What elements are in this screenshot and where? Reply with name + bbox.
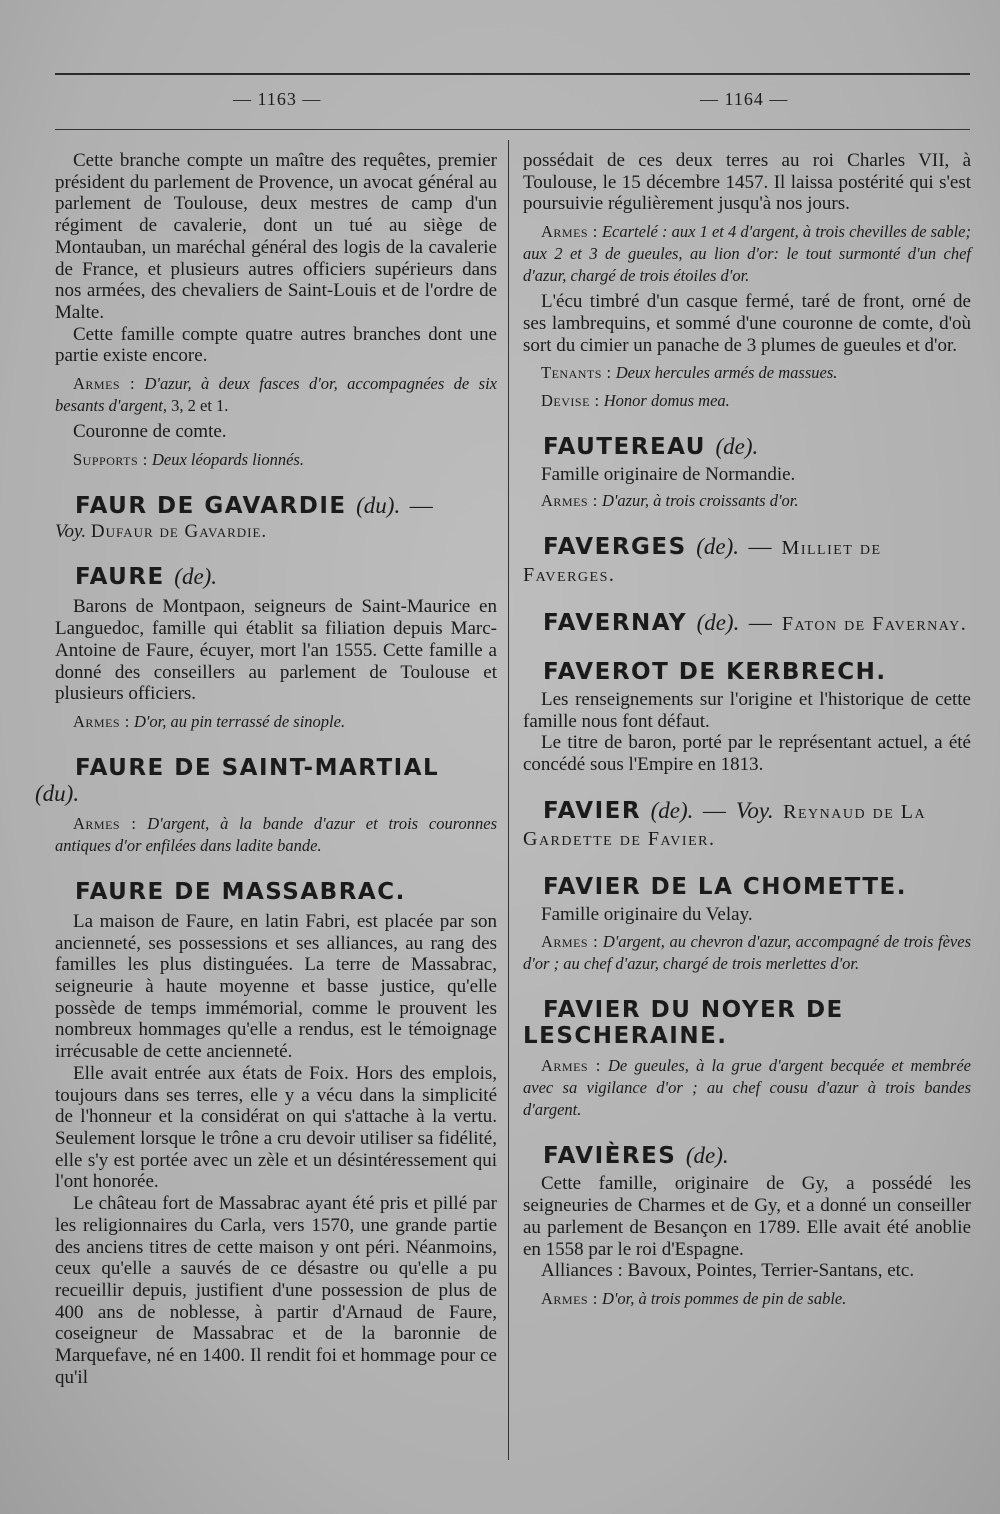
entry-heading-favier: FAVIER (de). — Voy. Reynaud de La Gardette de Favier. [523,797,927,850]
right-page-number: — 1164 — [700,89,789,109]
arms-entry [55,373,497,417]
entry-heading-faure: FAURE (de). [75,564,218,591]
left-page-number: — 1163 — [233,89,322,109]
paragraph: Cette famille, originaire de Gy, a possédé les seigneuries de Charmes et de Gy, et a donné un conseiller au parlement de Besançon en 1789. Elle avait été anoblie en 1558 par le roi d'Espagne. [523,1173,971,1260]
left-column [35,150,498,1388]
arms-tail: 3, 2 et 1. [171,396,229,416]
paragraph: Les renseignements sur l'origine et l'historique de cette famille nous font défaut. [523,688,971,732]
entry-heading-faverot-de-kerbrech: FAVEROT DE KERBRECH. [543,658,887,685]
entry-heading-favier-de-la-chomette: FAVIER DE LA CHOMETTE. [543,873,908,900]
arms-entry: Armes : D'argent, au chevron d'azur, accompagné de trois fèves d'or ; au chef d'azur, chargé de trois merlettes d'or. [523,932,971,974]
paragraph: Cette famille compte quatre autres branches dont une partie existe encore. [55,323,497,367]
supports-label: Supports : [73,449,148,469]
arms-entry: Armes : Ecartelé : aux 1 et 4 d'argent, à trois chevilles de sable; aux 2 et 3 de gueules, au lion d'or: le tout surmonté d'un chef d'azur, chargé de trois étoiles d'or. [523,222,972,286]
entry-heading-favieres: FAVIÈRES (de). [543,1143,729,1170]
entry-heading-favernay: FAVERNAY (de). — Faton de Favernay. [543,609,968,636]
paragraph: La maison de Faure, en latin Fabri, est placée par son ancienneté, ses possessions et ses alliances, au rang des familles les plus distinguées. La terre de Massabrac, seigneurie à haute moyenne et basse justice, qu'elle possède de temps immémorial, comme le prouvent les nombreux hommages qu'elle a rendus, est le témoignage irrécusable de cette ancienneté. [55,910,497,1063]
entry-heading-faure-de-massabrac: FAURE DE MASSABRAC. [75,878,406,905]
arms-entry: Armes : D'argent, à la bande d'azur et trois couronnes antiques d'or enfilées dans ladite bande. [55,813,498,855]
entry-heading-faverges: FAVERGES (de). — Milliet de Faverges. [523,533,882,586]
column-separator [508,140,509,1460]
arms-entry: Armes : D'azur, à trois croissants d'or. [541,490,799,510]
arms-label: Armes : [73,374,136,394]
paragraph: Famille originaire du Velay. [541,903,753,925]
right-column [523,150,971,1310]
entry-heading-favier-du-noyer-de-lescheraine: FAVIER DU NOYER DE LESCHERAINE. [523,997,844,1050]
arms-entry: Armes : D'or, à trois pommes de pin de sable. [541,1288,847,1308]
supports-text: Deux léopards lionnés. [151,449,304,469]
paragraph: Barons de Montpaon, seigneurs de Saint-Maurice en Languedoc, famille qui établit sa filiation depuis Marc-Antoine de Faure, écuyer, mort l'an 1555. Cette famille a donné des conseillers au parlement de Toulouse et plusieurs officiers. [55,596,497,705]
arms-entry: Armes : D'or, au pin terrassé de sinople. [73,711,346,731]
arms-entry: Armes : De gueules, à la grue d'argent becquée et membrée avec sa vigilance d'or ; au chef cousu d'azur à trois bandes d'argent. [523,1056,972,1120]
paragraph: Le château fort de Massabrac ayant été pris et pillé par les religionnaires du Carla, vers 1570, une grande partie des anciens titres de cette maison y ont péri. Néanmoins, ceux qu'elle a sauvés de ce désastre ou qu'elle a pu recueillir depuis, justifient d'une possession de plus de 400 ans de noblesse, à partir d'Arnaud de Faure, coseigneur de Massabrac et de la baronnie de Marquefave, né en 1400. Il rendit foi et hommage pour ce qu'il [55,1193,497,1388]
entry-heading-faur-de-gavardie: FAUR DE GAVARDIE (du). — [75,492,434,519]
arms-text: D'azur, à deux fasces d'or, accompagnées de six besants d'argent, [55,374,497,416]
paragraph: Famille originaire de Normandie. [541,464,796,486]
entry-heading-fautereau: FAUTEREAU (de). [543,434,759,461]
paragraph: L'écu timbré d'un casque fermé, taré de front, orné de ses lambrequins, et sommé d'une couronne de comte, d'où sort du cimier un panache de 3 plumes de gueules et d'or. [523,291,971,356]
entry-heading-faure-de-saint-martial: FAURE DE SAINT-MARTIAL (du). [35,754,440,806]
crown-line: Couronne de comte. [73,421,227,443]
paragraph: Le titre de baron, porté par le représentant actuel, a été concédé sous l'Empire en 1813. [523,732,971,776]
devise-entry: Devise : Honor domus mea. [541,391,730,411]
top-rule [55,73,970,75]
paragraph: Cette branche compte un maître des requêtes, premier président du parlement de Provence, un avocat général au parlement de Toulouse, deux mestres de camp d'un régiment de cavalerie, dont un tué au siège de Montauban, un maréchal général des logis de la cavalerie de France, et plusieurs autres officiers supérieurs dans nos armées, des chevaliers de Saint-Louis et de l'ordre de Malte. [55,150,497,323]
paragraph: Alliances : Bavoux, Pointes, Terrier-Santans, etc. [541,1260,915,1282]
header-rule [55,129,970,130]
tenants-entry: Tenants : Deux hercules armés de massues. [541,363,838,383]
paragraph: Elle avait entrée aux états de Foix. Hors des emplois, toujours dans ses terres, elle y a vécu dans la simplicité de l'honneur et la considérat on qui s'attache à la vertu. Seulement lorsque le trône a cru devoir utiliser sa fidélité, elle s'y est portée avec un zèle et un désintéressement qui l'ont honorée. [55,1062,497,1193]
supports-entry [55,449,497,471]
cross-reference: Voy. Dufaur de Gavardie. [55,520,268,542]
paragraph: possédait de ces deux terres au roi Charles VII, à Toulouse, le 15 décembre 1457. Il laissa postérité qui s'est poursuivie régulièrement jusqu'à nos jours. [523,150,971,215]
